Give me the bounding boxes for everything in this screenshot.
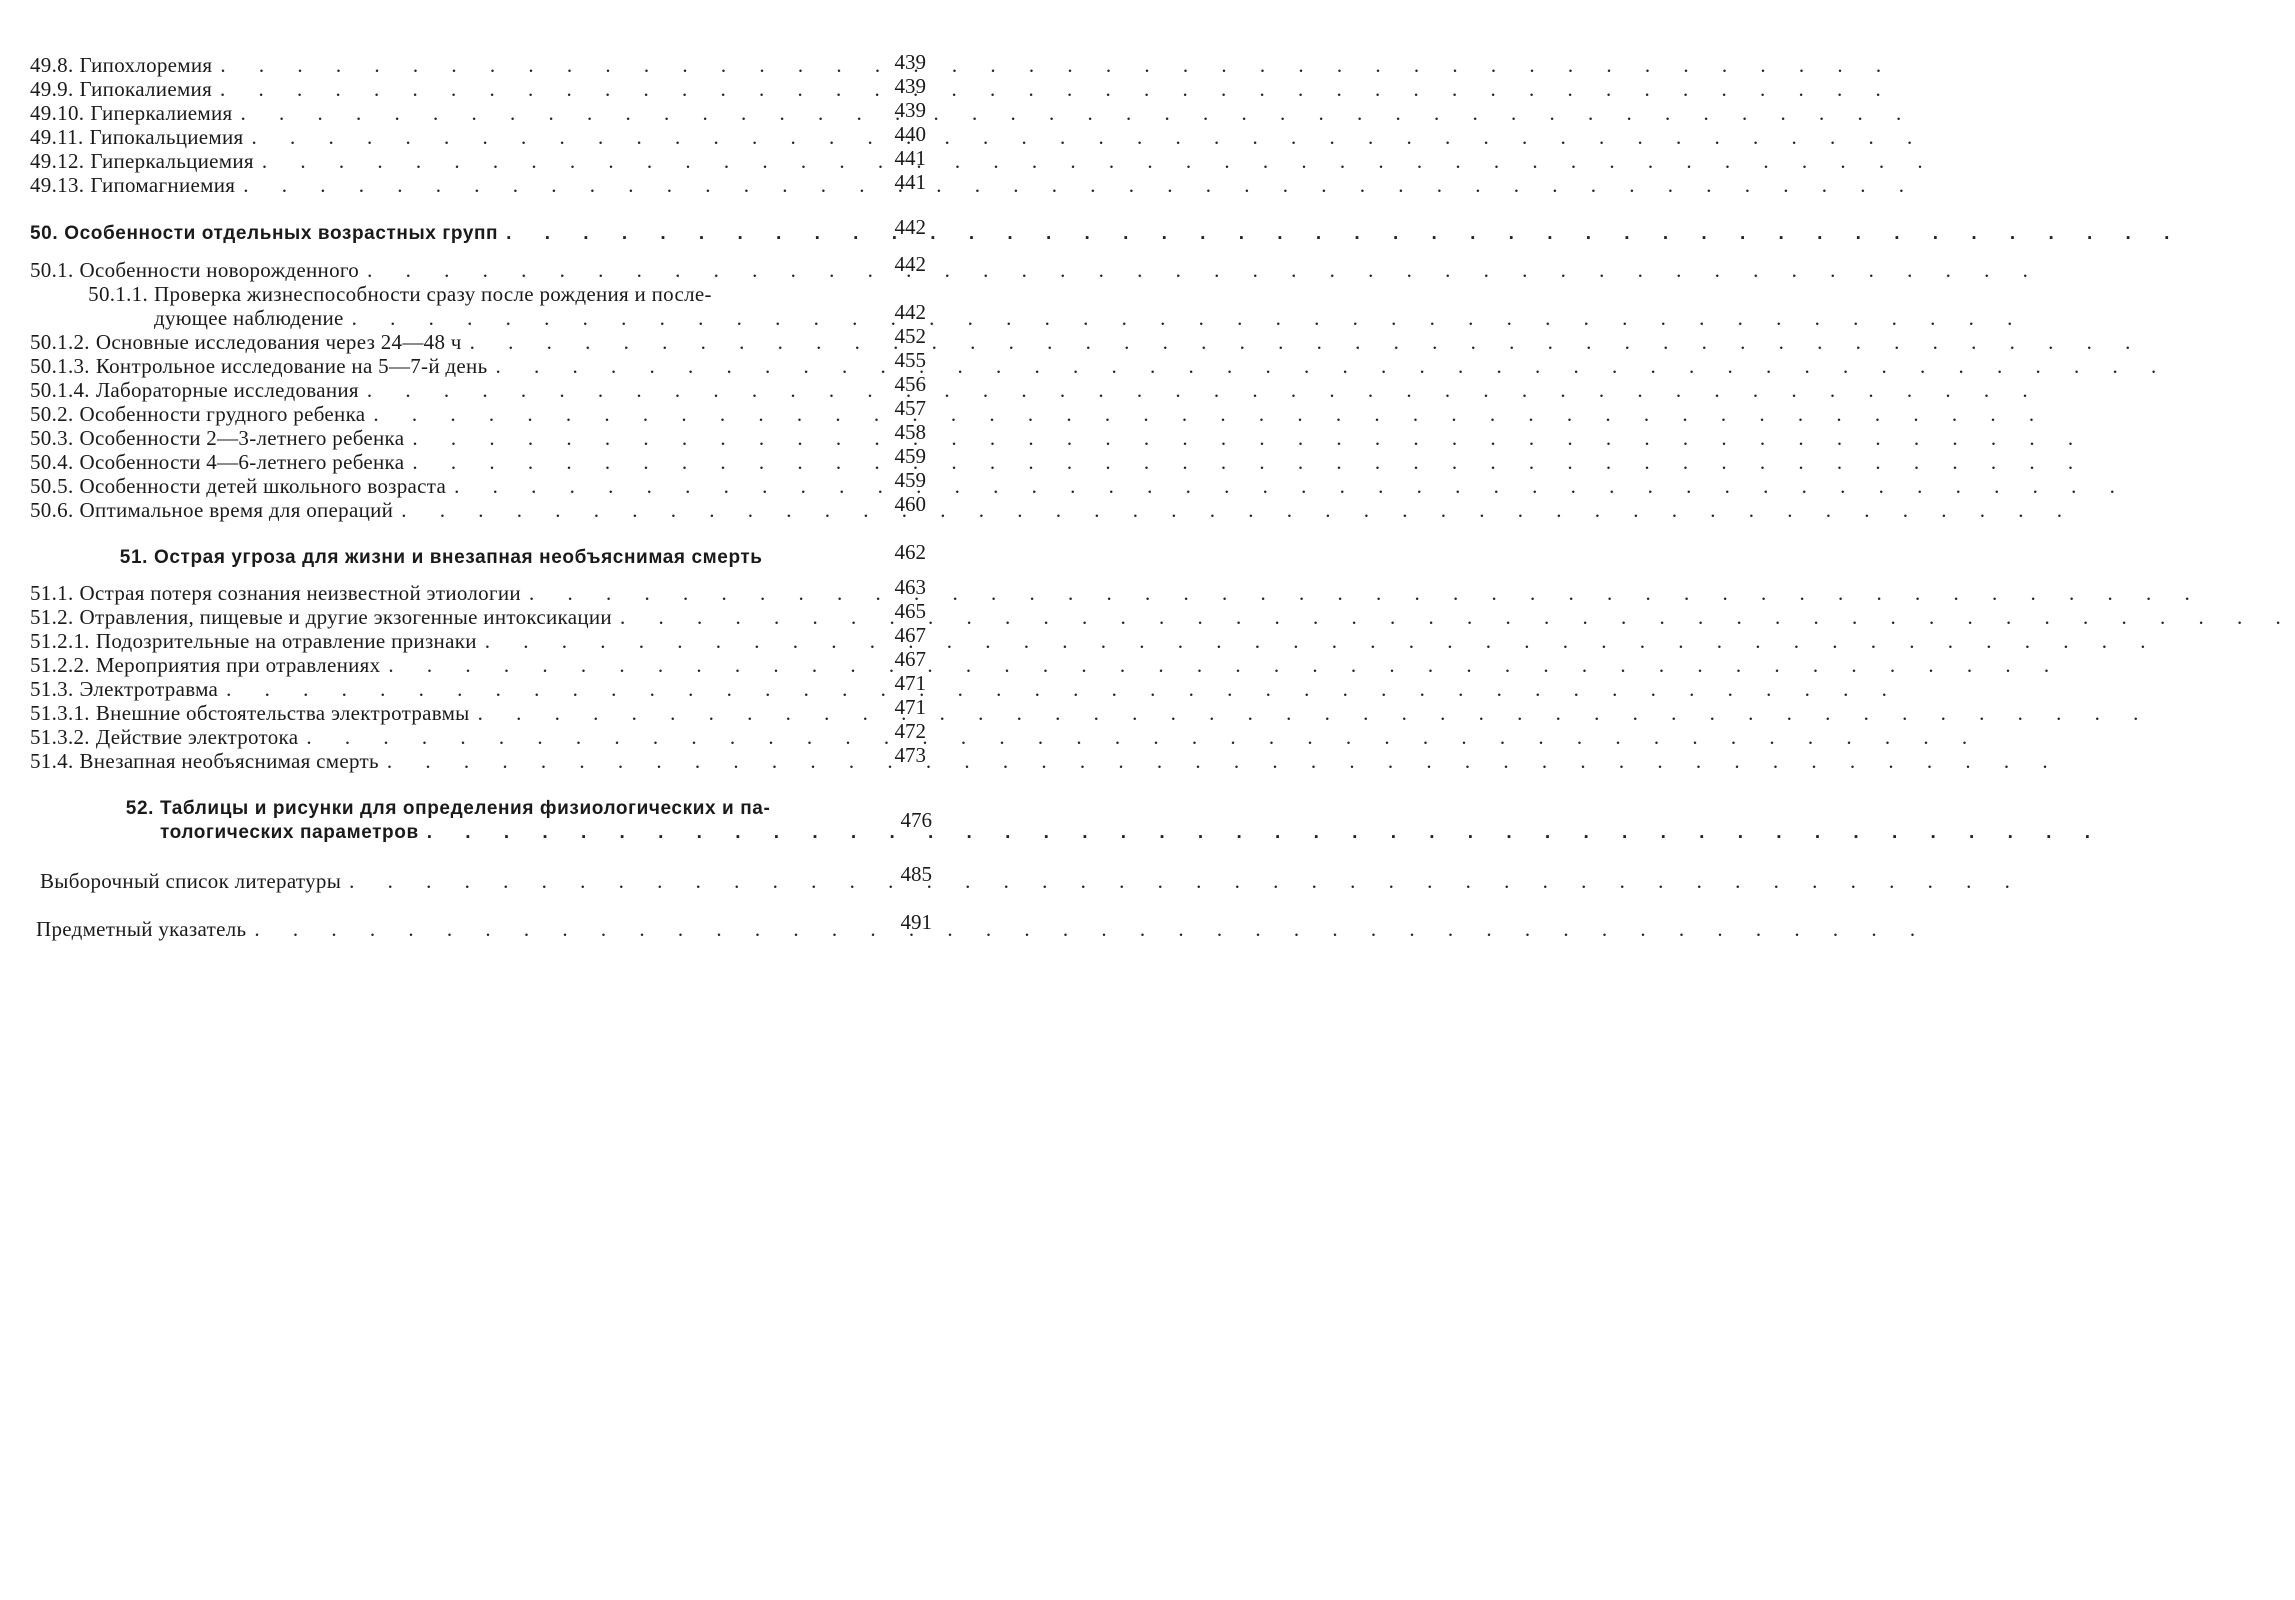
entry-title: Гипокалиемия: [79, 77, 213, 101]
toc-entry: [30, 450, 850, 474]
entry-page: 440: [894, 122, 926, 146]
entry-title: Лабораторные исследования: [95, 378, 359, 402]
chapter-heading-continuation: [160, 821, 860, 845]
leader-dots: [243, 125, 1926, 149]
toc-entry: [36, 917, 860, 941]
entry-number: 51.3.: [30, 677, 74, 701]
leader-dots: [446, 474, 2129, 498]
entry-title-continuation: дующее наблюдение: [154, 306, 344, 330]
entry-title: Гипомагниемия: [90, 173, 236, 197]
entry-number: 51.2.2.: [30, 653, 90, 677]
entry-title: Основные исследования через 24—48 ч: [95, 330, 462, 354]
toc-entry: [30, 53, 850, 77]
entry-title-continuation: тологических параметров: [160, 822, 419, 843]
entry-number: 49.10.: [30, 101, 85, 125]
entry-page: 455: [894, 348, 926, 372]
entry-number: 49.12.: [30, 149, 85, 173]
entry-title: Особенности грудного ребенка: [79, 402, 366, 426]
leader-dots: [359, 258, 2042, 282]
toc-entry: [30, 677, 850, 701]
entry-title: Оптимальное время для операций: [79, 498, 394, 522]
entry-number: 51.3.2.: [30, 725, 90, 749]
entry-page: 439: [894, 74, 926, 98]
leader-dots: [365, 402, 2048, 426]
entry-title: Особенности отдельных возрастных групп: [64, 223, 499, 244]
entry-page: 472: [894, 719, 926, 743]
toc-entry: [30, 749, 850, 773]
leader-dots: [344, 306, 2027, 330]
entry-page: 473: [894, 743, 926, 767]
entry-page: 467: [894, 647, 926, 671]
leader-dots: [404, 426, 2087, 450]
entry-title: Предметный указатель: [36, 917, 247, 941]
entry-title: Отравления, пищевые и другие экзогенные интоксикации: [79, 605, 612, 629]
entry-title: Контрольное исследование на 5—7-й день: [95, 354, 488, 378]
entry-page: 460: [894, 492, 926, 516]
toc-entry: [30, 581, 850, 605]
entry-number: 50.1.2.: [30, 330, 90, 354]
entry-title: Особенности детей школьного возраста: [79, 474, 447, 498]
toc-entry: [30, 173, 850, 197]
entry-page: 459: [894, 444, 926, 468]
chapter-heading: [30, 222, 850, 246]
leader-dots: [477, 629, 2160, 653]
entry-number: 50.5.: [30, 474, 74, 498]
entry-title: Особенности новорожденного: [79, 258, 360, 282]
leader-dots: [612, 605, 2295, 629]
entry-page: 452: [894, 324, 926, 348]
entry-number: 49.11.: [30, 125, 84, 149]
entry-number: 49.9.: [30, 77, 74, 101]
leader-dots: [379, 749, 2062, 773]
entry-number: 49.8.: [30, 53, 74, 77]
entry-page: 471: [894, 671, 926, 695]
entry-title: Подозрительные на отравление признаки: [95, 629, 477, 653]
entry-page: 471: [894, 695, 926, 719]
entry-number: 51.2.1.: [30, 629, 90, 653]
toc-entry: [30, 653, 850, 677]
entry-page: 463: [894, 575, 926, 599]
entry-number: 49.13.: [30, 173, 85, 197]
toc-entry: [30, 701, 850, 725]
entry-number: 51.3.1.: [30, 701, 90, 725]
toc-entry: [30, 725, 850, 749]
leader-dots: [404, 450, 2087, 474]
leader-dots: [498, 222, 2183, 246]
entry-title: Внешние обстоятельства электротравмы: [95, 701, 470, 725]
entry-title: Гипохлоремия: [79, 53, 213, 77]
toc-entry: [30, 77, 850, 101]
entry-title: Электротравма: [79, 677, 219, 701]
leader-dots: [212, 77, 1895, 101]
entry-title: Выборочный список литературы: [40, 869, 342, 893]
entry-page: 439: [894, 50, 926, 74]
leader-dots: [393, 498, 2076, 522]
leader-dots: [298, 725, 1981, 749]
leader-dots: [254, 149, 1937, 173]
entry-number: 50.: [30, 223, 59, 244]
leader-dots: [419, 821, 2104, 845]
toc-entry: [40, 869, 860, 893]
toc-entry: [30, 426, 850, 450]
leader-dots: [218, 677, 1901, 701]
toc-entry: [30, 378, 850, 402]
entry-page: 458: [894, 420, 926, 444]
entry-page: 462: [894, 540, 926, 564]
chapter-heading: [30, 797, 860, 821]
leader-dots: [462, 330, 2145, 354]
entry-title: Гипокальциемия: [89, 125, 244, 149]
entry-number: 50.2.: [30, 402, 74, 426]
entry-page: 491: [900, 910, 932, 934]
entry-title: Действие электротока: [95, 725, 299, 749]
toc-entry: [30, 258, 850, 282]
leader-dots: [359, 378, 2042, 402]
entry-title: Внезапная необъяснимая смерть: [79, 749, 379, 773]
entry-page: 442: [894, 215, 926, 239]
entry-number: 50.4.: [30, 450, 74, 474]
toc-entry: [30, 330, 850, 354]
entry-title: Острая угроза для жизни и внезапная необъяснимая смерть: [154, 547, 763, 568]
entry-page: 439: [894, 98, 926, 122]
chapter-heading: [30, 546, 860, 570]
leader-dots: [235, 173, 1918, 197]
toc-entry: [30, 474, 850, 498]
toc-entry: [30, 282, 850, 306]
entry-page: 441: [894, 146, 926, 170]
entry-page: 465: [894, 599, 926, 623]
leader-dots: [232, 101, 1915, 125]
leader-dots: [212, 53, 1895, 77]
entry-page: 456: [894, 372, 926, 396]
toc-entry: [30, 605, 850, 629]
leader-dots: [380, 653, 2063, 677]
leader-dots: [487, 354, 2170, 378]
entry-title: Мероприятия при отравлениях: [95, 653, 381, 677]
toc-entry: [30, 498, 850, 522]
entry-number: 50.6.: [30, 498, 74, 522]
entry-number: 51.1.: [30, 581, 74, 605]
leader-dots: [246, 917, 1929, 941]
entry-number: 51.: [119, 547, 148, 568]
entry-title: Таблицы и рисунки для определения физиологических и па-: [160, 798, 771, 819]
entry-number: 51.2.: [30, 605, 74, 629]
entry-page: 459: [894, 468, 926, 492]
entry-title: Острая потеря сознания неизвестной этиологии: [79, 581, 521, 605]
entry-page: 442: [894, 300, 926, 324]
entry-title: Особенности 2—3-летнего ребенка: [79, 426, 405, 450]
entry-page: 476: [900, 808, 932, 832]
entry-number: 50.1.1.: [88, 282, 148, 306]
entry-number: 52.: [125, 798, 154, 819]
entry-title: Проверка жизнеспособности сразу после рождения и после-: [154, 282, 712, 306]
toc-entry: [30, 629, 850, 653]
leader-dots: [470, 701, 2153, 725]
leader-dots: [521, 581, 2204, 605]
entry-title: Гиперкальциемия: [90, 149, 254, 173]
toc-entry: [30, 125, 850, 149]
entry-title: Гиперкалиемия: [90, 101, 233, 125]
toc-entry-continuation: [154, 306, 850, 330]
entry-page: 441: [894, 170, 926, 194]
leader-dots: [341, 869, 2024, 893]
toc-entry: [30, 354, 850, 378]
entry-number: 51.4.: [30, 749, 74, 773]
toc-entry: [30, 101, 850, 125]
entry-number: 50.3.: [30, 426, 74, 450]
toc-entry: [30, 149, 850, 173]
entry-title: Особенности 4—6-летнего ребенка: [79, 450, 405, 474]
entry-page: 467: [894, 623, 926, 647]
toc-page: [0, 0, 971, 1600]
entry-number: 50.1.: [30, 258, 74, 282]
entry-page: 485: [900, 862, 932, 886]
entry-number: 50.1.4.: [30, 378, 90, 402]
entry-number: 50.1.3.: [30, 354, 90, 378]
entry-page: 442: [894, 252, 926, 276]
toc-entry: [30, 402, 850, 426]
entry-page: 457: [894, 396, 926, 420]
